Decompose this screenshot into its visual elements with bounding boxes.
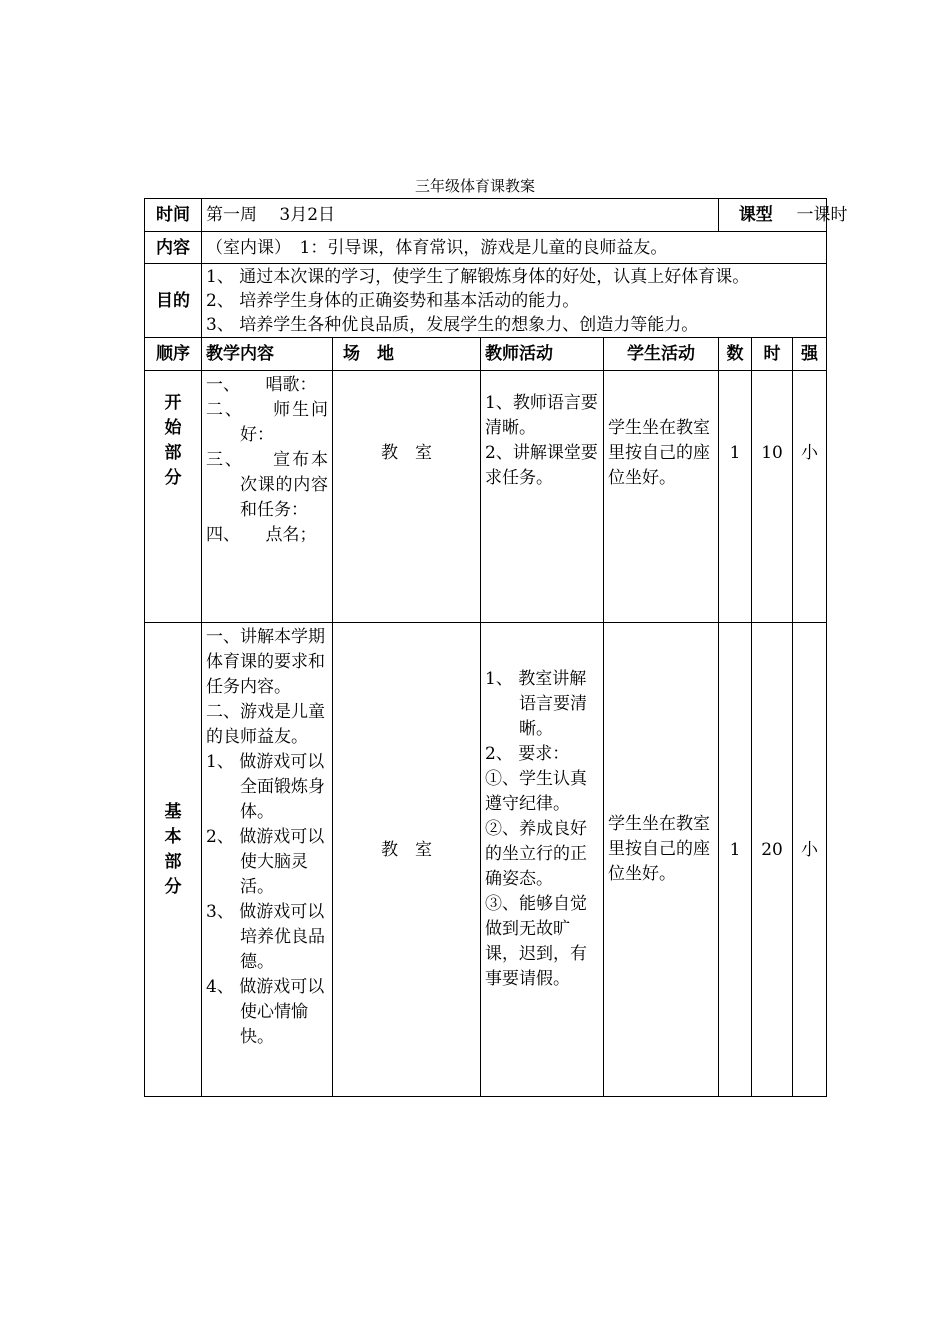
time-row [145, 199, 827, 232]
content-item: 三、 宣布本次课的内容和任务： [206, 450, 328, 520]
section-label: 开 始 部 分 [145, 371, 202, 623]
content-item: 二、游戏是儿童的良师益友。 [206, 702, 325, 747]
column-header-row [145, 338, 827, 371]
section-venue: 教 室 [333, 371, 481, 623]
content-item: 4、 做游戏可以使心情愉快。 [206, 977, 325, 1047]
content-item: 一、讲解本学期体育课的要求和任务内容。 [206, 627, 325, 697]
section-teacher [481, 623, 604, 1097]
section-content [202, 623, 333, 1097]
content-item: 3、 做游戏可以培养优良品德。 [206, 902, 325, 972]
header-teacher: 教师活动 [481, 338, 604, 371]
header-venue: 场 地 [333, 338, 481, 371]
section-student: 学生坐在教室里按自己的座位坐好。 [604, 623, 719, 1097]
header-student: 学生活动 [604, 338, 719, 371]
content-item: 1、 做游戏可以全面锻炼身体。 [206, 752, 325, 822]
section-venue: 教 室 [333, 623, 481, 1097]
section-label: 基 本 部 分 [145, 623, 202, 1097]
section-teacher [481, 371, 604, 623]
teacher-item: 1、教师语言要清晰。 [485, 393, 598, 438]
lesson-type-label: 课型 [719, 199, 793, 232]
section-opening [145, 371, 827, 623]
header-content: 教学内容 [202, 338, 333, 371]
time-label: 时间 [145, 199, 202, 232]
goal-item: 1、 通过本次课的学习，使学生了解锻炼身体的好处，认真上好体育课。 [206, 266, 750, 287]
goal-list [202, 264, 827, 338]
header-order: 顺序 [145, 338, 202, 371]
section-content [202, 371, 333, 623]
teacher-item: 2、 要求： [485, 744, 570, 764]
content-row [145, 232, 827, 264]
teacher-item: 1、 教室讲解语言要清晰。 [485, 669, 587, 739]
section-count: 1 [719, 623, 752, 1097]
lesson-type-value: 一课时 [793, 199, 827, 232]
section-time: 20 [752, 623, 793, 1097]
lesson-plan-table [144, 198, 848, 1097]
content-item: 一、 唱歌： [206, 375, 317, 395]
page-title: 三年级体育课教案 [414, 177, 535, 195]
goal-item: 3、 培养学生各种优良品质，发展学生的想象力、创造力等能力。 [206, 314, 699, 335]
header-count: 数 [719, 338, 752, 371]
content-label: 内容 [145, 232, 202, 264]
section-student: 学生坐在教室里按自己的座位坐好。 [604, 371, 719, 623]
goal-item: 2、 培养学生身体的正确姿势和基本活动的能力。 [206, 290, 580, 311]
teacher-item: ③、能够自觉做到无故旷课，迟到，有事要请假。 [485, 894, 587, 989]
header-intensity: 强 [793, 338, 827, 371]
section-intensity: 小 [793, 371, 827, 623]
content-item: 四、 点名； [206, 525, 317, 545]
content-item: 二、 师生问好： [206, 400, 328, 445]
goal-label: 目的 [145, 264, 202, 338]
time-value: 第一周 3月2日 [202, 199, 719, 232]
section-time: 10 [752, 371, 793, 623]
header-time: 时 [752, 338, 793, 371]
content-value: （室内课） 1：引导课，体育常识，游戏是儿童的良师益友。 [202, 232, 827, 264]
goal-row [145, 264, 827, 338]
section-basic [145, 623, 827, 1097]
teacher-item: 2、讲解课堂要求任务。 [485, 443, 598, 488]
content-item: 2、 做游戏可以使大脑灵活。 [206, 827, 325, 897]
section-count: 1 [719, 371, 752, 623]
section-intensity: 小 [793, 623, 827, 1097]
teacher-item: ①、学生认真遵守纪律。 [485, 769, 587, 814]
teacher-item: ②、养成良好的坐立行的正确姿态。 [485, 819, 587, 889]
